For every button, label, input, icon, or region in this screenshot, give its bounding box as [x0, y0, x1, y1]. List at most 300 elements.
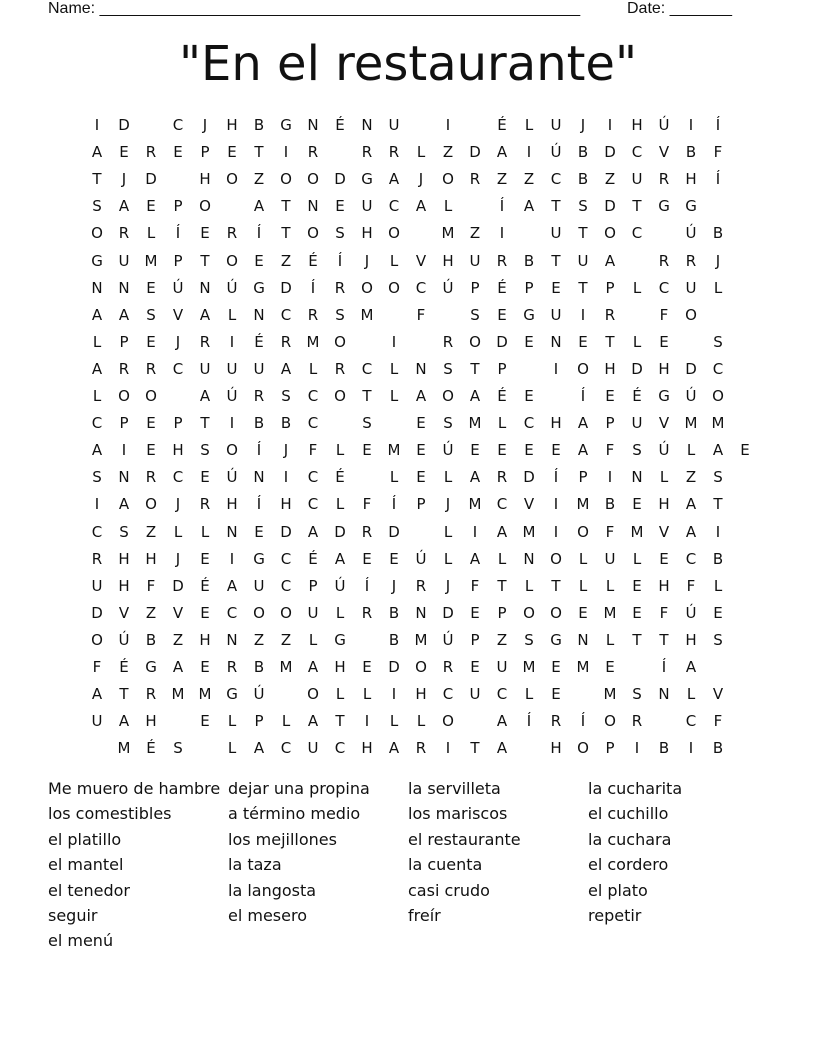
grid-letter: R [415, 739, 427, 758]
grid-letter: N [253, 468, 265, 487]
grid-letter: E [551, 685, 561, 704]
grid-letter: U [604, 549, 616, 568]
grid-letter: L [389, 359, 399, 378]
grid-letter: E [200, 603, 210, 622]
grid-letter: A [469, 468, 481, 487]
grid-letter: E [200, 549, 210, 568]
name-field-label: Name: ______________________________________________________ [48, 0, 581, 17]
grid-letter: F [470, 576, 480, 595]
grid-letter: D [604, 143, 616, 162]
grid-letter: R [388, 143, 400, 162]
grid-letter: G [280, 116, 292, 134]
grid-letter: U [253, 576, 265, 595]
grid-letter: L [227, 712, 237, 731]
grid-letter: E [470, 603, 480, 622]
grid-letter: E [200, 658, 210, 676]
grid-letter: T [200, 414, 210, 433]
grid-letter: E [146, 441, 156, 460]
grid-letter: F [308, 441, 318, 460]
grid-letter: R [442, 332, 454, 351]
grid-letter: S [146, 305, 156, 324]
grid-letter: E [578, 332, 588, 351]
grid-letter: J [364, 251, 370, 270]
grid-letter: B [577, 143, 589, 162]
grid-letter: L [578, 549, 588, 568]
grid-letter: T [632, 197, 642, 216]
grid-letter: H [280, 495, 292, 514]
grid-letter: P [308, 576, 318, 595]
grid-letter: N [91, 278, 103, 297]
grid-letter: S [713, 468, 723, 487]
grid-letter: T [632, 630, 642, 649]
grid-letter: A [199, 387, 211, 405]
grid-letter: C [280, 305, 292, 324]
grid-letter: P [416, 495, 426, 514]
grid-letter: A [118, 712, 130, 731]
grid-letter: J [283, 441, 289, 460]
grid-letter: M [603, 685, 617, 704]
grid-letter: R [361, 143, 373, 162]
grid-letter: R [604, 305, 616, 324]
grid-letter: I [688, 116, 694, 134]
grid-letter: S [92, 468, 102, 487]
grid-letter: H [118, 576, 130, 595]
grid-letter: R [334, 359, 346, 378]
grid-letter: L [335, 441, 345, 460]
grid-letter: T [119, 685, 129, 704]
grid-letter: H [604, 359, 616, 378]
grid-letter: O [91, 224, 103, 243]
grid-letter: B [658, 739, 670, 758]
grid-letter: L [443, 522, 453, 541]
grid-letter: R [145, 359, 157, 378]
grid-letter: E [551, 441, 561, 460]
grid-letter: F [362, 495, 372, 514]
grid-letter: O [442, 712, 454, 731]
grid-letter: L [335, 495, 345, 514]
grid-letter: U [388, 116, 400, 134]
grid-letter: É [497, 387, 507, 405]
grid-letter: A [415, 387, 427, 405]
grid-letter: F [713, 143, 723, 162]
grid-letter: O [388, 278, 400, 297]
grid-letter: P [173, 251, 183, 270]
grid-letter: Ú [226, 387, 238, 405]
grid-letter: V [172, 603, 184, 622]
grid-letter: I [121, 441, 127, 460]
grid-letter: O [577, 359, 589, 378]
grid-letter: U [91, 576, 103, 595]
grid-letter: J [202, 116, 208, 134]
grid-letter: R [199, 495, 211, 514]
grid-letter: V [118, 603, 130, 622]
grid-letter: Ú [253, 685, 265, 704]
grid-letter: É [254, 332, 264, 351]
grid-letter: L [713, 576, 723, 595]
grid-letter: L [443, 468, 453, 487]
grid-letter: L [308, 630, 318, 649]
grid-letter: I [283, 468, 289, 487]
grid-letter: É [497, 116, 507, 134]
grid-letter: D [334, 170, 346, 189]
grid-letter: I [94, 495, 100, 514]
grid-letter: H [631, 116, 643, 134]
grid-letter: M [144, 251, 158, 270]
grid-letter: L [389, 387, 399, 405]
grid-letter: C [280, 739, 292, 758]
grid-letter: E [200, 224, 210, 243]
word-list-item: dejar una propina [228, 779, 370, 798]
grid-letter: T [470, 359, 480, 378]
grid-letter: Z [496, 630, 508, 649]
grid-letter: J [121, 170, 127, 189]
grid-letter: E [470, 441, 480, 460]
grid-letter: M [468, 495, 482, 514]
word-list-item: Me muero de hambre [48, 779, 221, 798]
grid-letter: Í [715, 116, 721, 134]
grid-letter: J [418, 170, 424, 189]
grid-letter: O [469, 332, 481, 351]
grid-letter: A [685, 658, 697, 676]
grid-letter: C [658, 278, 670, 297]
grid-letter: C [307, 414, 319, 433]
grid-letter: U [118, 251, 130, 270]
grid-letter: E [200, 712, 210, 731]
grid-letter: Z [280, 251, 292, 270]
grid-letter: I [391, 685, 397, 704]
word-list-item: casi crudo [408, 880, 490, 900]
grid-letter: I [499, 224, 505, 243]
grid-letter: N [523, 549, 535, 568]
grid-letter: I [607, 468, 613, 487]
grid-letter: Í [580, 712, 586, 731]
grid-letter: I [229, 549, 235, 568]
grid-letter: T [254, 143, 264, 162]
grid-letter: E [578, 603, 588, 622]
grid-letter: O [199, 197, 211, 216]
grid-letter: H [361, 739, 373, 758]
grid-letter: E [146, 414, 156, 433]
grid-letter: E [524, 332, 534, 351]
grid-letter: B [145, 630, 157, 649]
grid-letter: A [307, 522, 319, 541]
grid-letter: M [279, 658, 293, 676]
grid-letter: L [686, 685, 696, 704]
grid-letter: I [688, 739, 694, 758]
grid-letter: T [551, 197, 561, 216]
grid-letter: I [553, 495, 559, 514]
grid-letter: Ú [442, 278, 454, 297]
grid-letter: E [605, 658, 615, 676]
grid-letter: L [227, 305, 237, 324]
word-list-item: el tenedor [48, 880, 130, 900]
grid-letter: C [280, 576, 292, 595]
grid-letter: D [442, 603, 454, 622]
grid-letter: G [550, 630, 562, 649]
word-list-item: el plato [588, 880, 648, 900]
grid-letter: A [91, 143, 103, 162]
grid-letter: C [334, 739, 346, 758]
grid-letter: Z [280, 630, 292, 649]
grid-letter: J [715, 251, 721, 270]
grid-letter: A [118, 495, 130, 514]
grid-letter: S [281, 387, 291, 405]
word-list-item: los mejillones [228, 829, 337, 849]
grid-letter: E [632, 495, 642, 514]
grid-letter: S [470, 305, 480, 324]
grid-letter: I [553, 522, 559, 541]
grid-letter: S [578, 197, 588, 216]
grid-letter: L [524, 116, 534, 134]
word-list-item: el menú [48, 931, 114, 951]
grid-letter: C [307, 468, 319, 487]
grid-letter: D [118, 116, 130, 134]
grid-letter: G [226, 685, 238, 704]
grid-letter: J [175, 549, 181, 568]
grid-letter: L [389, 712, 399, 731]
grid-letter: P [497, 359, 507, 378]
grid-letter: B [253, 658, 265, 676]
grid-letter: S [443, 359, 453, 378]
grid-letter: T [551, 576, 561, 595]
grid-letter: Ú [442, 441, 454, 460]
grid-letter: L [605, 576, 615, 595]
grid-letter: R [307, 305, 319, 324]
grid-letter: N [631, 468, 643, 487]
grid-letter: E [254, 522, 264, 541]
grid-letter: H [685, 630, 697, 649]
grid-letter: T [470, 739, 480, 758]
grid-letter: E [632, 603, 642, 622]
grid-letter: R [145, 143, 157, 162]
grid-letter: Í [526, 712, 532, 731]
grid-letter: A [280, 359, 292, 378]
grid-letter: G [361, 170, 373, 189]
grid-letter: L [416, 712, 426, 731]
grid-letter: U [361, 197, 373, 216]
grid-letter: É [632, 387, 642, 405]
grid-letter: O [91, 630, 103, 649]
grid-letter: Z [145, 522, 157, 541]
grid-letter: C [172, 116, 184, 134]
grid-letter: L [362, 685, 372, 704]
grid-letter: D [145, 170, 157, 189]
grid-letter: A [118, 305, 130, 324]
grid-letter: R [658, 251, 670, 270]
grid-letter: R [145, 685, 157, 704]
grid-letter: A [307, 712, 319, 731]
grid-letter: U [307, 603, 319, 622]
grid-letter: R [361, 522, 373, 541]
grid-letter: C [496, 495, 508, 514]
grid-letter: L [227, 739, 237, 758]
grid-letter: Í [175, 224, 181, 243]
grid-letter: I [94, 116, 100, 134]
grid-letter: N [253, 305, 265, 324]
page-title: "En el restaurante" [178, 36, 638, 92]
grid-letter: C [307, 495, 319, 514]
grid-letter: O [307, 224, 319, 243]
grid-letter: M [306, 332, 320, 351]
grid-letter: R [415, 576, 427, 595]
grid-letter: C [361, 359, 373, 378]
grid-letter: J [445, 495, 451, 514]
grid-letter: U [577, 251, 589, 270]
word-list-item: a término medio [228, 804, 361, 824]
grid-letter: H [550, 739, 562, 758]
grid-letter: O [604, 224, 616, 243]
grid-letter: H [145, 549, 157, 568]
grid-letter: N [199, 278, 211, 297]
grid-letter: R [469, 170, 481, 189]
grid-letter: S [443, 414, 453, 433]
grid-letter: J [391, 576, 397, 595]
grid-letter: A [388, 739, 400, 758]
grid-letter: V [415, 251, 427, 270]
grid-letter: N [415, 359, 427, 378]
grid-letter: H [118, 549, 130, 568]
grid-letter: P [605, 739, 615, 758]
grid-letter: T [92, 170, 102, 189]
grid-letter: R [334, 278, 346, 297]
grid-letter: G [253, 549, 265, 568]
grid-letter: E [605, 387, 615, 405]
grid-letter: L [416, 143, 426, 162]
grid-letter: D [631, 359, 643, 378]
date-field-label: Date: _______ [627, 0, 732, 17]
grid-letter: A [496, 712, 508, 731]
grid-letter: O [712, 387, 724, 405]
grid-letter: C [415, 278, 427, 297]
grid-letter: Z [523, 170, 535, 189]
grid-letter: E [362, 658, 372, 676]
grid-letter: O [280, 603, 292, 622]
grid-letter: D [388, 522, 400, 541]
grid-letter: E [389, 549, 399, 568]
grid-letter: S [632, 441, 642, 460]
grid-letter: Z [604, 170, 616, 189]
grid-letter: F [605, 441, 615, 460]
grid-letter: E [146, 332, 156, 351]
grid-letter: D [388, 658, 400, 676]
grid-letter: R [280, 332, 292, 351]
grid-letter: A [496, 522, 508, 541]
grid-letter: U [307, 739, 319, 758]
word-list-item: el platillo [48, 829, 122, 849]
grid-letter: E [119, 143, 129, 162]
grid-letter: L [713, 278, 723, 297]
grid-letter: O [307, 170, 319, 189]
grid-letter: E [497, 305, 507, 324]
grid-letter: E [497, 441, 507, 460]
grid-letter: E [416, 441, 426, 460]
grid-letter: L [389, 468, 399, 487]
grid-letter: A [91, 305, 103, 324]
grid-letter: U [685, 278, 697, 297]
grid-letter: U [550, 116, 562, 134]
grid-letter: E [146, 197, 156, 216]
grid-letter: P [254, 712, 264, 731]
grid-letter: Í [580, 387, 586, 405]
grid-letter: M [576, 495, 590, 514]
grid-letter: N [577, 630, 589, 649]
word-list-item: la cucharita [588, 779, 683, 798]
grid-letter: H [442, 251, 454, 270]
grid-letter: T [605, 332, 615, 351]
grid-letter: Í [364, 576, 370, 595]
grid-letter: H [361, 224, 373, 243]
grid-letter: T [713, 495, 723, 514]
grid-letter: E [551, 278, 561, 297]
grid-letter: É [335, 468, 345, 487]
grid-letter: É [497, 278, 507, 297]
word-list-item: la cuenta [408, 855, 483, 875]
grid-letter: G [253, 278, 265, 297]
grid-letter: L [632, 332, 642, 351]
grid-letter: O [145, 495, 157, 514]
grid-letter: A [307, 658, 319, 676]
grid-letter: S [335, 224, 345, 243]
grid-letter: T [200, 251, 210, 270]
grid-letter: F [146, 576, 156, 595]
grid-letter: Z [253, 170, 265, 189]
grid-letter: É [200, 576, 210, 595]
grid-letter: B [685, 143, 697, 162]
grid-letter: L [173, 522, 183, 541]
grid-letter: O [415, 658, 427, 676]
grid-letter: É [308, 549, 318, 568]
grid-letter: S [632, 685, 642, 704]
word-list-item: los mariscos [408, 804, 508, 824]
grid-letter: A [253, 197, 265, 216]
grid-letter: I [445, 739, 451, 758]
grid-letter: U [550, 305, 562, 324]
grid-letter: I [553, 359, 559, 378]
word-list-item: freír [408, 906, 441, 925]
grid-letter: O [118, 387, 130, 405]
grid-letter: L [443, 549, 453, 568]
grid-letter: G [523, 305, 535, 324]
grid-letter: G [685, 197, 697, 216]
grid-letter: I [391, 332, 397, 351]
grid-letter: L [686, 441, 696, 460]
grid-letter: O [388, 224, 400, 243]
grid-letter: Í [391, 495, 397, 514]
grid-letter: O [226, 251, 238, 270]
grid-letter: R [550, 712, 562, 731]
grid-letter: I [715, 522, 721, 541]
grid-letter: L [335, 603, 345, 622]
grid-letter: O [334, 387, 346, 405]
grid-letter: D [469, 143, 481, 162]
grid-letter: Ú [415, 549, 427, 568]
grid-letter: Ú [658, 116, 670, 134]
grid-letter: L [605, 630, 615, 649]
grid-letter: O [334, 332, 346, 351]
grid-letter: Í [499, 197, 505, 216]
grid-letter: Í [256, 441, 262, 460]
grid-letter: M [441, 224, 455, 243]
grid-letter: I [580, 305, 586, 324]
grid-letter: C [712, 359, 724, 378]
grid-letter: E [200, 468, 210, 487]
grid-letter: Ú [172, 278, 184, 297]
grid-letter: U [631, 170, 643, 189]
grid-letter: F [605, 522, 615, 541]
grid-letter: A [334, 549, 346, 568]
grid-letter: N [118, 278, 130, 297]
grid-letter: A [523, 197, 535, 216]
